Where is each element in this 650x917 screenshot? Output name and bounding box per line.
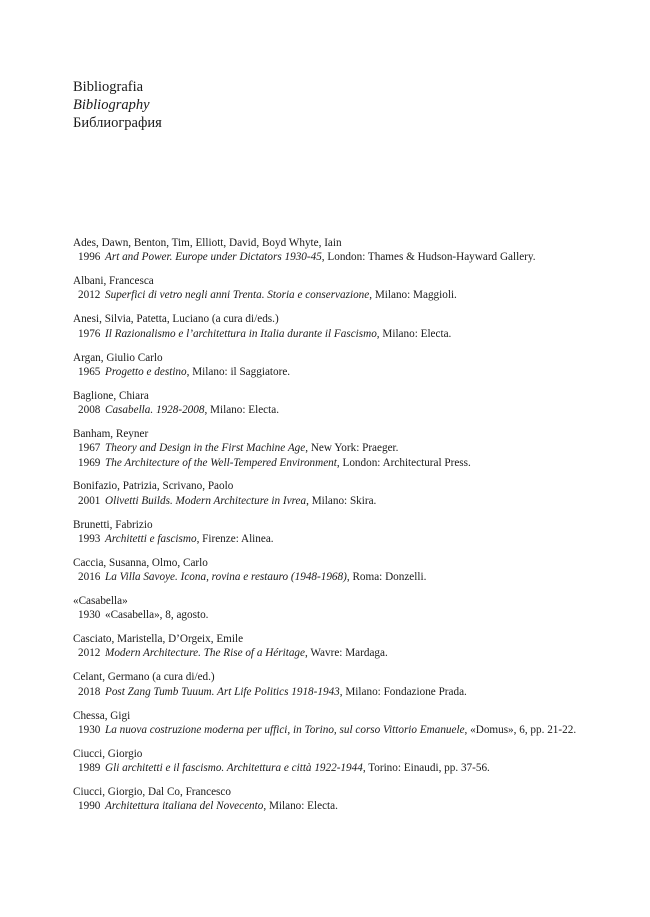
entry-author: Brunetti, Fabrizio (73, 518, 153, 531)
entry-author: Casciato, Maristella, D’Orgeix, Emile (73, 633, 244, 646)
entry-title: Gli architetti e il fascismo. Architettura e città 1922-1944 (105, 762, 363, 775)
entry-year: 2012 (78, 647, 101, 660)
entry-author: Ciucci, Giorgio, Dal Co, Francesco (73, 785, 231, 798)
entry-author: Celant, Germano (a cura di/ed.) (73, 671, 215, 684)
entry-item (73, 288, 613, 302)
entry-publication: , New York: Praeger. (305, 442, 399, 455)
bibliography-entry (73, 518, 613, 547)
entry-year: 1965 (78, 365, 101, 378)
entry-item (73, 494, 613, 508)
entry-item (73, 365, 613, 379)
entry-citation (105, 403, 279, 417)
entry-citation (105, 761, 490, 775)
entry-author: Albani, Francesca (73, 275, 154, 288)
entry-title: Il Razionalismo e l’architettura in Italia durante il Fascismo (105, 327, 377, 340)
entry-citation (105, 288, 457, 302)
entry-author: Ades, Dawn, Benton, Tim, Elliott, David, Boyd Whyte, Iain (73, 237, 342, 249)
heading-english: Bibliography (73, 97, 150, 113)
entry-item (73, 761, 613, 775)
entry-citation (105, 441, 398, 455)
entry-title: Progetto e destino (105, 365, 187, 378)
entry-publication: , Milano: Fondazione Prada. (339, 685, 467, 698)
entry-author: Chessa, Gigi (73, 709, 131, 722)
entry-author: Bonifazio, Patrizia, Scrivano, Paolo (73, 480, 234, 493)
entry-publication: , London: Thames & Hudson-Hayward Gallery. (321, 251, 536, 264)
entry-year: 2012 (78, 289, 101, 302)
entry-publication: , «Domus», 6, pp. 21-22. (464, 723, 577, 736)
entry-title: La Villa Savoye. Icona, rovina e restauro (1948-1968) (105, 571, 347, 584)
bibliography-entry (73, 236, 613, 265)
entry-citation (105, 723, 576, 737)
entry-author: «Casabella» (73, 594, 128, 607)
entry-citation (105, 456, 471, 470)
entry-item (73, 570, 613, 584)
entry-item (73, 327, 613, 341)
entry-year: 1990 (78, 800, 101, 813)
entry-title: Olivetti Builds. Modern Architecture in Ivrea (105, 494, 307, 507)
entry-title: Art and Power. Europe under Dictators 1930-45 (105, 251, 322, 264)
entry-year: 1967 (78, 442, 101, 455)
entry-year: 1930 (78, 609, 101, 622)
entry-item (73, 646, 613, 660)
entry-item (73, 441, 613, 455)
bibliography-entry (73, 785, 613, 814)
bibliography-entry (73, 479, 613, 508)
entry-year: 1969 (78, 456, 101, 469)
entry-publication: , Milano: Electa. (263, 800, 338, 813)
bibliography-entry (73, 427, 613, 470)
entry-title: Architetti e fascismo (105, 532, 197, 545)
entry-author: Anesi, Silvia, Patetta, Luciano (a cura di/eds.) (73, 313, 279, 326)
bibliography-entry (73, 556, 613, 585)
entry-publication: , Milano: Electa. (204, 404, 280, 417)
entry-year: 2001 (78, 494, 101, 507)
entry-item (73, 685, 613, 699)
entry-year: 2018 (78, 685, 101, 698)
entry-year: 2016 (78, 571, 101, 584)
entry-publication: , Milano: Electa. (376, 327, 452, 340)
bibliography-list (73, 236, 613, 823)
entry-citation (105, 494, 376, 508)
entry-item (73, 250, 613, 264)
bibliography-entry (73, 632, 613, 661)
entry-title: Modern Architecture. The Rise of a Héritage (105, 647, 305, 660)
bibliography-entry (73, 709, 613, 738)
entry-publication: , London: Architectural Press. (336, 456, 471, 469)
entry-citation (105, 250, 536, 264)
entry-publication: , Milano: Skira. (306, 494, 377, 507)
entry-item (73, 799, 613, 813)
entry-title: Theory and Design in the First Machine Age (105, 442, 306, 455)
entry-citation (105, 532, 274, 546)
entry-year: 1989 (78, 762, 101, 775)
entry-citation (105, 570, 426, 584)
entry-year: 2008 (78, 404, 101, 417)
entry-publication: , Torino: Einaudi, pp. 37-56. (362, 762, 490, 775)
entry-citation (105, 365, 290, 379)
entry-item (73, 532, 613, 546)
bibliography-headings (73, 78, 162, 132)
entry-publication: , Milano: Maggioli. (369, 289, 457, 302)
entry-item (73, 456, 613, 470)
entry-author: Ciucci, Giorgio (73, 747, 143, 760)
entry-citation (105, 646, 388, 660)
heading-russian: Библиография (73, 115, 162, 131)
entry-publication: , Milano: il Saggiatore. (186, 365, 291, 378)
entry-title: Casabella. 1928-2008 (105, 404, 205, 417)
entry-citation (105, 799, 338, 813)
entry-title: The Architecture of the Well-Tempered Environment (105, 456, 337, 469)
entry-text: «Casabella», 8, agosto. (105, 609, 209, 622)
entry-publication: , Roma: Donzelli. (346, 571, 427, 584)
bibliography-entry (73, 594, 613, 623)
bibliography-entry (73, 670, 613, 699)
bibliography-entry (73, 389, 613, 418)
entry-publication: , Firenze: Alinea. (196, 532, 274, 545)
entry-year: 1996 (78, 251, 101, 264)
bibliography-entry (73, 351, 613, 380)
entry-year: 1993 (78, 532, 101, 545)
entry-author: Baglione, Chiara (73, 389, 149, 402)
heading-italian: Bibliografia (73, 79, 144, 95)
entry-title: Superfici di vetro negli anni Trenta. Storia e conservazione (105, 289, 370, 302)
entry-title: Architettura italiana del Novecento (105, 800, 264, 813)
entry-item (73, 723, 613, 737)
entry-year: 1930 (78, 723, 101, 736)
bibliography-entry (73, 274, 613, 303)
bibliography-entry (73, 312, 613, 341)
entry-year: 1976 (78, 327, 101, 340)
entry-author: Argan, Giulio Carlo (73, 351, 163, 364)
entry-citation (105, 608, 208, 622)
entry-citation (105, 685, 467, 699)
entry-title: Post Zang Tumb Tuuum. Art Life Politics 1918-1943 (105, 685, 340, 698)
bibliography-entry (73, 747, 613, 776)
entry-citation (105, 327, 451, 341)
entry-author: Caccia, Susanna, Olmo, Carlo (73, 556, 208, 569)
entry-author: Banham, Reyner (73, 427, 149, 440)
entry-item (73, 403, 613, 417)
entry-title: La nuova costruzione moderna per uffici, in Torino, sul corso Vittorio Emanuele (105, 723, 465, 736)
entry-item (73, 608, 613, 622)
entry-publication: , Wavre: Mardaga. (305, 647, 388, 660)
